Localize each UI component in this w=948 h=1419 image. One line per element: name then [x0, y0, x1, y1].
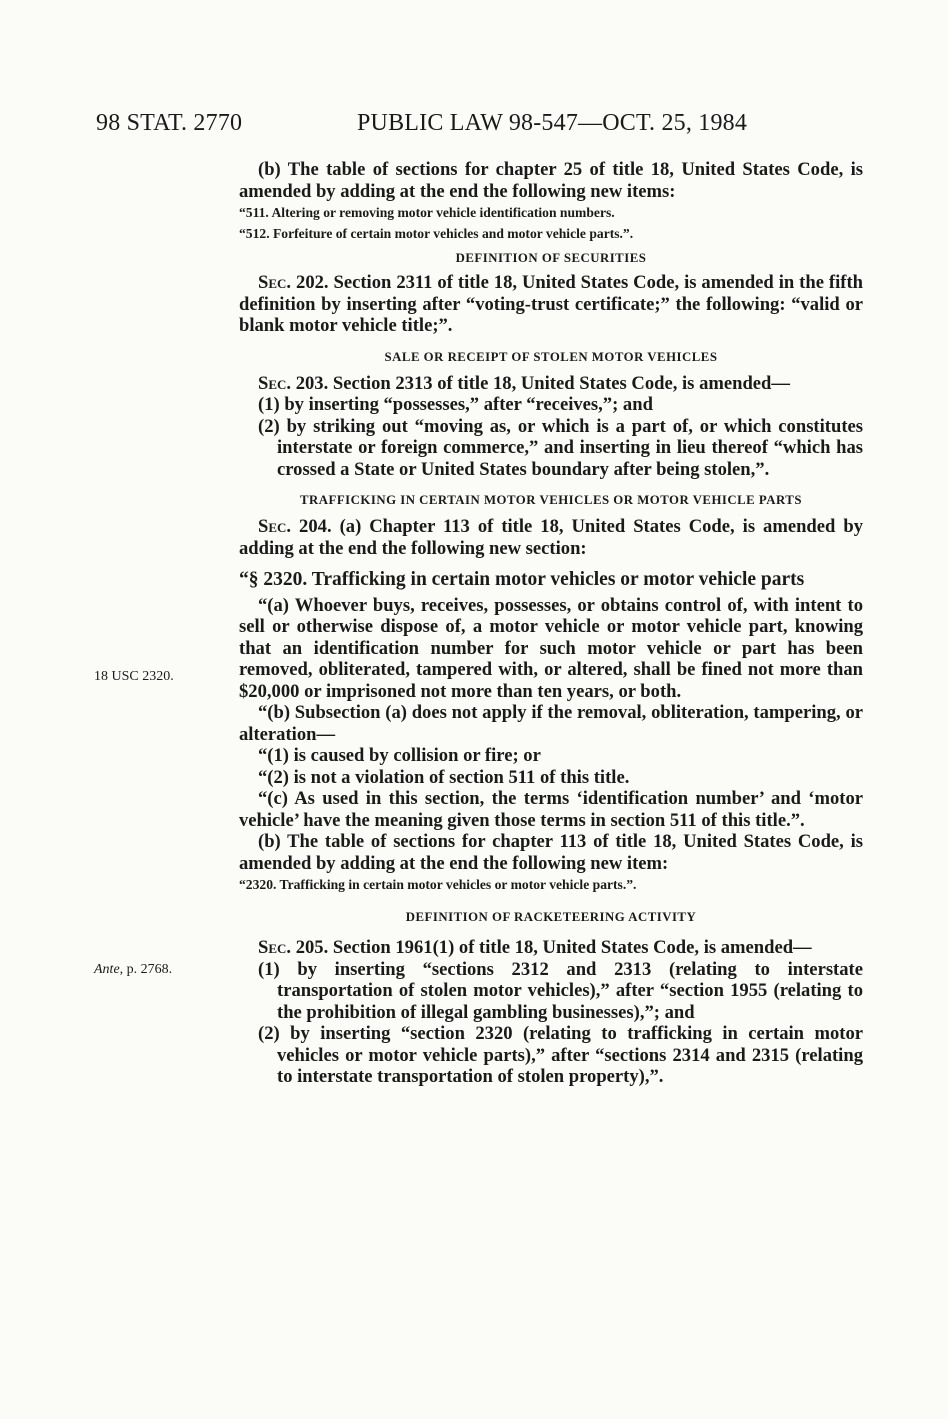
- heading-sale-or-receipt: SALE OR RECEIPT OF STOLEN MOTOR VEHICLES: [384, 349, 718, 364]
- section-202-text: 202. Section 2311 of title 18, United States Code, is amended in the fifth definition by inserting after “voting-trust certificate;” the following: “valid or blank motor vehicle title;”.: [239, 272, 863, 336]
- section-203-clause-2: (2) by striking out “moving as, or which is a part of, or which constitutes interstate or foreign commerce,” and inserting in lieu thereof “which has crossed a State or United States boundary after being stolen,”.: [258, 415, 863, 480]
- section-203-text: 203. Section 2313 of title 18, United States Code, is amended—: [291, 372, 790, 394]
- running-header-title: PUBLIC LAW 98-547—OCT. 25, 1984: [357, 110, 748, 136]
- section-205: [239, 937, 863, 959]
- section-203: [239, 373, 863, 395]
- margin-note-ante-page: p. 2768.: [126, 962, 173, 977]
- heading-racketeering: DEFINITION OF RACKETEERING ACTIVITY: [405, 910, 697, 924]
- section-204: [239, 516, 863, 559]
- paragraph-b-chapter-113: (b) The table of sections for chapter 113 of title 18, United States Code, is amended by adding at the end the following new item:: [239, 831, 863, 874]
- paragraph-b-chapter-25: (b) The table of sections for chapter 25 of title 18, United States Code, is amended by adding at the end the following new items:: [239, 159, 863, 202]
- heading-trafficking: TRAFFICKING IN CERTAIN MOTOR VEHICLES OR MOTOR VEHICLE PARTS: [300, 493, 802, 507]
- section-205-clause-1: (1) by inserting “sections 2312 and 2313 (relating to interstate transportation of stolen motor vehicles),” after “section 1955 (relating to the prohibition of illegal gambling businesses),”; and: [258, 958, 863, 1023]
- section-2320-b-clause-2: “(2) is not a violation of section 511 of this title.: [258, 766, 630, 788]
- section-204-label: Sec.: [258, 516, 292, 537]
- table-item-511: “511. Altering or removing motor vehicle identification numbers.: [239, 205, 615, 220]
- heading-definition-of-securities: DEFINITION OF SECURITIES: [455, 251, 647, 265]
- margin-note-ante: [94, 962, 172, 978]
- section-203-label: Sec.: [258, 372, 292, 394]
- section-2320-subsection-a: “(a) Whoever buys, receives, possesses, or obtains control of, with intent to sell or otherwise dispose of, a motor vehicle or motor vehicle part, knowing that an identification number for such motor vehicle or part has been removed, obliterated, tampered with, or altered, shall be fined not more than $20,000 or imprisoned not more than ten years, or both.: [239, 594, 863, 702]
- statute-page-number: 98 STAT. 2770: [96, 110, 243, 136]
- main-text-column: [239, 159, 863, 1088]
- section-2320-heading: “§ 2320. Trafficking in certain motor vehicles or motor vehicle parts: [239, 569, 805, 590]
- section-202-label: Sec.: [258, 272, 292, 293]
- section-205-text: 205. Section 1961(1) of title 18, United States Code, is amended—: [291, 937, 812, 958]
- section-205-label: Sec.: [258, 937, 292, 958]
- section-204-text: 204. (a) Chapter 113 of title 18, United States Code, is amended by adding at the end the following new section:: [239, 516, 863, 559]
- table-item-2320: “2320. Trafficking in certain motor vehicles or motor vehicle parts.”.: [239, 877, 637, 892]
- section-202: [239, 272, 863, 337]
- section-205-clause-2: (2) by inserting “section 2320 (relating to trafficking in certain motor vehicles or motor vehicle parts),” after “sections 2314 and 2315 (relating to interstate transportation of stolen property),”.: [258, 1023, 863, 1087]
- section-203-clause-1: (1) by inserting “possesses,” after “receives,”; and: [258, 394, 653, 415]
- section-2320-subsection-c: “(c) As used in this section, the terms ‘identification number’ and ‘motor vehicle’ have the meaning given those terms in section 511 of this title.”.: [239, 788, 863, 831]
- section-2320-subsection-b: “(b) Subsection (a) does not apply if the removal, obliteration, tampering, or alteration—: [239, 702, 863, 745]
- section-2320-b-clause-1: “(1) is caused by collision or fire; or: [258, 745, 541, 766]
- table-item-512: “512. Forfeiture of certain motor vehicles and motor vehicle parts.”.: [239, 226, 634, 241]
- margin-note-ante-italic: Ante,: [94, 962, 124, 977]
- margin-note-usc-2320: 18 USC 2320.: [94, 669, 174, 684]
